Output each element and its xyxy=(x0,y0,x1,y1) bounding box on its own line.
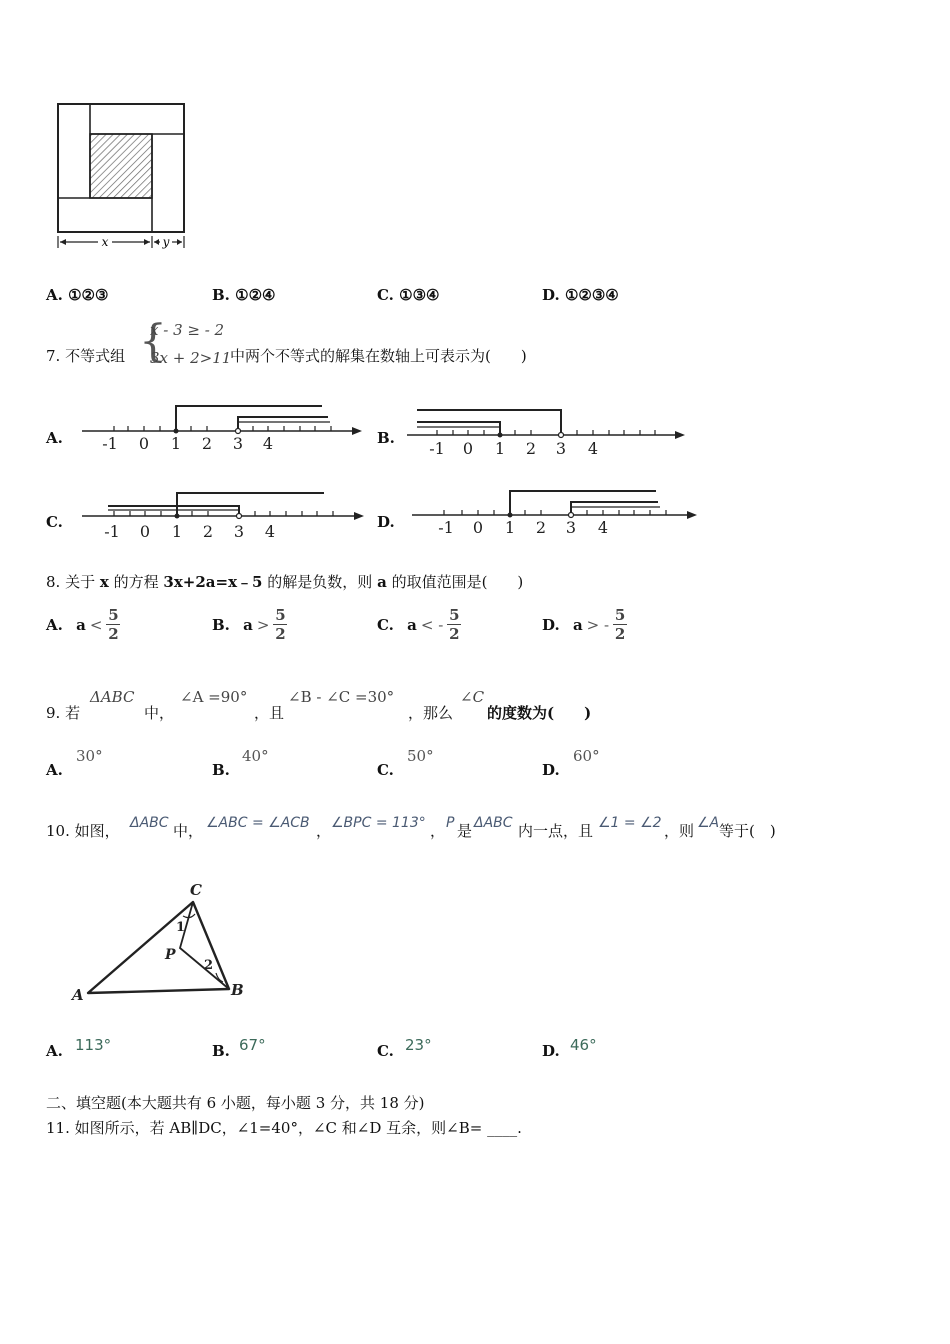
q10-triangle: ΔABC xyxy=(130,815,169,831)
q9-name: ，那么 xyxy=(408,704,454,722)
q10-eq1: ∠ABC = ∠ACB xyxy=(206,815,310,831)
q10-t5: ，则 xyxy=(664,822,695,840)
q8-option-c[interactable]: C. a < - $\frac{5}{2}$ xyxy=(377,606,460,643)
q10-option-c[interactable]: C. xyxy=(377,1042,394,1060)
q7-option-d-letter[interactable]: D. xyxy=(377,513,395,531)
q10-figure xyxy=(66,876,256,1006)
q10-triangle-2: ΔABC xyxy=(474,815,513,831)
q7-option-b-letter[interactable]: B. xyxy=(377,429,395,447)
q9-option-a-value: 30° xyxy=(76,747,103,765)
tick-label: -1 xyxy=(104,522,120,541)
tick-label: 3 xyxy=(555,439,567,458)
tick-label: 1 xyxy=(171,522,183,541)
q10-number: 10. 如图， xyxy=(46,822,120,840)
tick-label: 1 xyxy=(494,439,506,458)
q10-label-c: C xyxy=(190,881,202,899)
tick-label: 2 xyxy=(535,518,547,537)
q10-t4: 内一点，且 xyxy=(518,822,594,840)
tick-label: 4 xyxy=(264,522,276,541)
tick-label: 0 xyxy=(462,439,474,458)
tick-label: 0 xyxy=(472,518,484,537)
tick-label: -1 xyxy=(429,439,445,458)
q10-option-d-value: 46° xyxy=(570,1036,597,1054)
q9-number: 9. 若 xyxy=(46,704,81,722)
q7-option-a-numberline[interactable] xyxy=(80,398,370,458)
q9-triangle: ΔABC xyxy=(90,688,135,706)
q9-tail: 的度数为( ) xyxy=(487,704,592,722)
q10-option-c-value: 23° xyxy=(405,1036,432,1054)
q10-t3: 是 xyxy=(457,822,473,840)
q9-option-d[interactable]: D. xyxy=(542,761,560,779)
tick-label: 4 xyxy=(597,518,609,537)
q11-stem: 11. 如图所示，若 AB∥DC，∠1=40°，∠C 和∠D 互余，则∠B= ____. xyxy=(46,1119,522,1137)
q10-option-b[interactable]: B. xyxy=(212,1042,230,1060)
q7-option-b-numberline[interactable] xyxy=(405,400,695,462)
tick-label: 4 xyxy=(587,439,599,458)
q6-option-c[interactable]: C. ①③④ xyxy=(377,286,440,304)
q6-label-x: x xyxy=(101,235,109,249)
q9-option-d-value: 60° xyxy=(573,747,600,765)
q6-figure xyxy=(50,98,195,253)
tick-label: 3 xyxy=(565,518,577,537)
q6-label-y: y xyxy=(162,235,170,249)
tick-label: -1 xyxy=(102,434,118,453)
tick-label: 3 xyxy=(232,434,244,453)
q9-option-b[interactable]: B. xyxy=(212,761,230,779)
q10-option-a-value: 113° xyxy=(75,1036,112,1054)
tick-label: 0 xyxy=(138,434,150,453)
q7-option-c-numberline[interactable] xyxy=(80,484,375,546)
q10-label-2: 2 xyxy=(204,958,214,973)
tick-label: 3 xyxy=(233,522,245,541)
q9-qie: ，且 xyxy=(254,704,285,722)
section-2-heading: 二、填空题(本大题共有 6 小题，每小题 3 分，共 18 分) xyxy=(46,1094,425,1112)
tick-label: 4 xyxy=(262,434,274,453)
q8-option-a[interactable]: A. a < $\frac{5}{2}$ xyxy=(46,606,119,643)
q10-comma1: ， xyxy=(316,822,332,840)
q10-option-d[interactable]: D. xyxy=(542,1042,560,1060)
q7-suffix: 中两个不等式的解集在数轴上可表示为( ) xyxy=(230,347,527,365)
tick-label: 0 xyxy=(139,522,151,541)
q9-option-c[interactable]: C. xyxy=(377,761,394,779)
q7-inequality-1: x - 3 ≥ - 2 xyxy=(150,321,225,339)
q9-angle-bc: ∠B - ∠C =30° xyxy=(288,688,395,706)
q7-brace: { xyxy=(139,316,167,367)
q7-inequality-2: 3x + 2>11 xyxy=(150,349,232,367)
tick-label: 1 xyxy=(170,434,182,453)
q7-option-c-letter[interactable]: C. xyxy=(46,513,63,531)
q7-stem: 7. 不等式组 xyxy=(46,347,126,365)
q6-option-a[interactable]: A. ①②③ xyxy=(46,286,109,304)
tick-label: 2 xyxy=(201,434,213,453)
q9-option-a[interactable]: A. xyxy=(46,761,63,779)
tick-label: -1 xyxy=(438,518,454,537)
q10-label-a: A xyxy=(72,986,84,1004)
q10-p: P xyxy=(446,815,455,831)
q10-angle-a: ∠A xyxy=(697,815,720,831)
shaded-square xyxy=(90,134,152,198)
tick-label: 2 xyxy=(202,522,214,541)
q10-label-1: 1 xyxy=(176,920,186,935)
q10-eq3: ∠1 = ∠2 xyxy=(598,815,662,831)
q9-angle-a: ∠A =90° xyxy=(180,688,248,706)
tick-label: 2 xyxy=(525,439,537,458)
q10-option-b-value: 67° xyxy=(239,1036,266,1054)
q10-option-a[interactable]: A. xyxy=(46,1042,63,1060)
tick-label: 1 xyxy=(504,518,516,537)
q10-comma2: ， xyxy=(430,822,446,840)
q10-t6: 等于( ) xyxy=(719,822,776,840)
q7-option-d-numberline[interactable] xyxy=(410,482,705,544)
q9-option-b-value: 40° xyxy=(242,747,269,765)
q8-stem: 8. 关于 x 的方程 3x+2a=x﹣5 的解是负数，则 a 的取值范围是( ) xyxy=(46,573,524,591)
q6-option-b[interactable]: B. ①②④ xyxy=(212,286,276,304)
q8-option-b[interactable]: B. a > $\frac{5}{2}$ xyxy=(212,606,286,643)
q7-option-a-letter[interactable]: A. xyxy=(46,429,63,447)
q10-label-b: B xyxy=(231,981,244,999)
q9-option-c-value: 50° xyxy=(407,747,434,765)
q9-angle-c: ∠C xyxy=(460,688,485,706)
q10-eq2: ∠BPC = 113° xyxy=(331,815,426,831)
q8-option-d[interactable]: D. a > - $\frac{5}{2}$ xyxy=(542,606,626,643)
q10-t2: 中， xyxy=(173,822,204,840)
q9-zhong: 中， xyxy=(144,704,175,722)
q6-option-d[interactable]: D. ①②③④ xyxy=(542,286,619,304)
q10-label-p: P xyxy=(165,947,176,963)
